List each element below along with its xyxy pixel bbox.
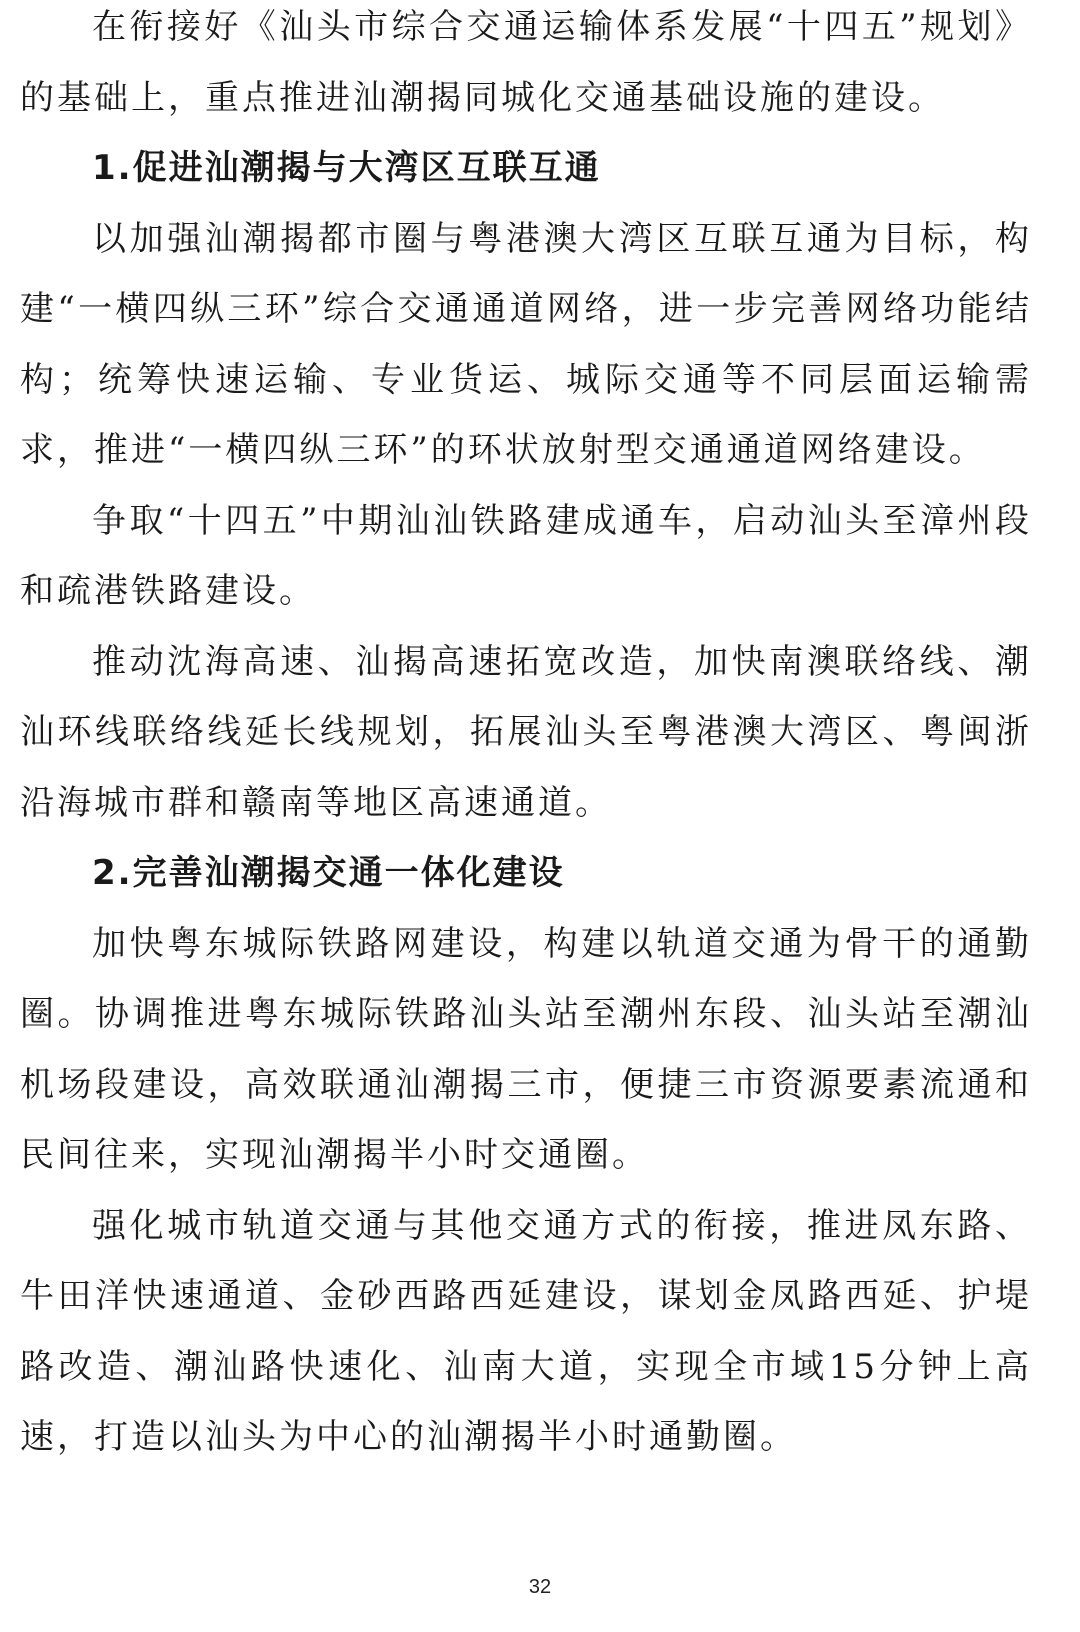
document-body (20, 0, 1032, 1473)
paragraph-intro: 在衔接好《汕头市综合交通运输体系发展“十四五”规划》的基础上，重点推进汕潮揭同城化交通基础设施的建设。 (20, 7, 1032, 118)
paragraph-network: 以加强汕潮揭都市圈与粤港澳大湾区互联互通为目标，构建“一横四纵三环”综合交通通道网络，进一步完善网络功能结构；统筹快速运输、专业货运、城际交通等不同层面运输需求，推进“一横四纵三环”的环状放射型交通通道网络建设。 (20, 218, 1032, 470)
paragraph-railway: 争取“十四五”中期汕汕铁路建成通车，启动汕头至漳州段和疏港铁路建设。 (20, 500, 1032, 611)
paragraph-expressway: 推动沈海高速、汕揭高速拓宽改造，加快南澳联络线、潮汕环线联络线延长线规划，拓展汕头至粤港澳大湾区、粤闽浙沿海城市群和赣南等地区高速通道。 (20, 641, 1032, 823)
section-heading-2: 2.完善汕潮揭交通一体化建设 (92, 853, 565, 893)
page-number: 32 (528, 1576, 552, 1598)
section-heading-1: 1.促进汕潮揭与大湾区互联互通 (92, 148, 601, 188)
paragraph-intercity: 加快粤东城际铁路网建设，构建以轨道交通为骨干的通勤圈。协调推进粤东城际铁路汕头站至潮州东段、汕头站至潮汕机场段建设，高效联通汕潮揭三市，便捷三市资源要素流通和民间往来，实现汕潮揭半小时交通圈。 (20, 923, 1032, 1175)
paragraph-urban-transit: 强化城市轨道交通与其他交通方式的衔接，推进凤东路、牛田洋快速通道、金砂西路西延建设，谋划金凤路西延、护堤路改造、潮汕路快速化、汕南大道，实现全市域15分钟上高速，打造以汕头为中心的汕潮揭半小时通勤圈。 (20, 1205, 1032, 1457)
